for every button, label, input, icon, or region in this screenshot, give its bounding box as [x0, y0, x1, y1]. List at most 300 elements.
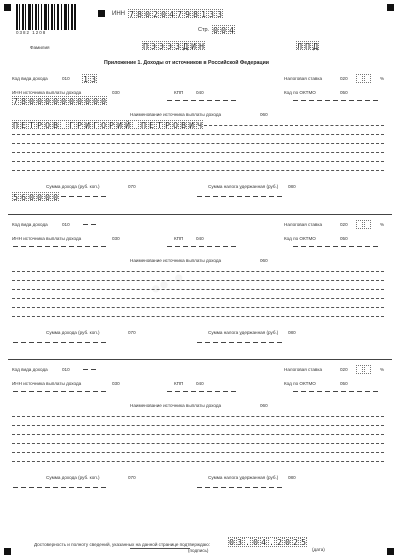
- source-inn-cell[interactable]: [60, 242, 67, 251]
- oktmo-cell[interactable]: [372, 242, 379, 251]
- income-sum-cell[interactable]: [52, 483, 59, 492]
- initial-cell[interactable]: Д: [313, 42, 318, 51]
- withheld-tax-cell[interactable]: [204, 338, 211, 347]
- withheld-tax-cell[interactable]: [212, 192, 219, 201]
- kpp-cell[interactable]: [206, 387, 213, 396]
- withheld-tax-cell[interactable]: [228, 192, 235, 201]
- source-inn-cell[interactable]: [28, 242, 35, 251]
- date-digit-cell[interactable]: 0: [253, 538, 258, 547]
- source-inn-cell[interactable]: 0: [29, 97, 34, 106]
- kpp-cell[interactable]: [166, 96, 173, 105]
- income-code-cell[interactable]: [82, 365, 89, 374]
- kpp-cell[interactable]: [214, 242, 221, 251]
- source-name-letter-cell[interactable]: О: [101, 121, 106, 130]
- surname-letter-cell[interactable]: Д: [183, 42, 188, 51]
- withheld-tax-cells[interactable]: [196, 192, 284, 201]
- withheld-tax-cell[interactable]: [268, 483, 275, 492]
- income-code-label: Код вида дохода: [12, 222, 48, 227]
- kpp-cells[interactable]: [166, 96, 238, 105]
- withheld-tax-cell[interactable]: [228, 338, 235, 347]
- source-name-number: 060: [260, 258, 268, 263]
- source-name-letter-cell[interactable]: Т: [157, 121, 162, 130]
- date-digit-cell[interactable]: 3: [237, 538, 242, 547]
- income-sum-cell[interactable]: [20, 338, 27, 347]
- withheld-tax-cell[interactable]: [260, 192, 267, 201]
- inn-digit-cell[interactable]: 2: [153, 10, 158, 19]
- kpp-cell[interactable]: [214, 387, 221, 396]
- income-sum-cell[interactable]: 0: [45, 193, 50, 202]
- empty-cell-row: [12, 298, 384, 305]
- income-sum-cell[interactable]: 0: [37, 193, 42, 202]
- oktmo-cell[interactable]: [308, 242, 315, 251]
- empty-cell-row: [12, 307, 384, 314]
- oktmo-cell[interactable]: [364, 387, 371, 396]
- withheld-tax-cell[interactable]: [204, 192, 211, 201]
- income-sum-cell[interactable]: [100, 192, 107, 201]
- source-name-letter-cell[interactable]: Р: [37, 121, 42, 130]
- date-digit-cell[interactable]: 2: [293, 538, 298, 547]
- oktmo-cell[interactable]: [356, 242, 363, 251]
- date-field[interactable]: [228, 537, 308, 547]
- oktmo-cells[interactable]: [292, 387, 380, 396]
- income-code-number: 010: [62, 367, 70, 372]
- source-name-letter-cell[interactable]: [132, 120, 139, 129]
- kpp-cell[interactable]: [190, 96, 197, 105]
- empty-cell-row: [12, 434, 384, 441]
- source-inn-label: ИНН источника выплаты дохода: [12, 236, 82, 241]
- source-name-letter-cell[interactable]: О: [173, 121, 178, 130]
- kpp-cells[interactable]: [166, 242, 238, 251]
- income-code-cell[interactable]: [90, 365, 97, 374]
- source-name-label: Наименование источника выплаты дохода: [130, 258, 222, 263]
- percent-sign: %: [380, 222, 385, 227]
- income-sum-cell[interactable]: [20, 483, 27, 492]
- source-inn-cells[interactable]: [12, 387, 108, 396]
- date-digit-cell[interactable]: 4: [261, 538, 266, 547]
- income-sum-cell[interactable]: [84, 192, 91, 201]
- inn-digit-cell[interactable]: 3: [217, 10, 222, 19]
- kpp-cell[interactable]: [182, 387, 189, 396]
- source-inn-cell[interactable]: 0: [69, 97, 74, 106]
- source-name-letter-cell[interactable]: П: [141, 121, 146, 130]
- source-name-letter-cell[interactable]: Р: [109, 121, 114, 130]
- tax-rate-cell[interactable]: [364, 220, 371, 229]
- kpp-number: 040: [196, 236, 204, 241]
- kpp-cell[interactable]: [174, 387, 181, 396]
- oktmo-cell[interactable]: [332, 242, 339, 251]
- oktmo-cells[interactable]: [292, 96, 380, 105]
- source-inn-cell[interactable]: [28, 387, 35, 396]
- income-code-cells[interactable]: [82, 74, 98, 83]
- withheld-tax-cell[interactable]: [244, 483, 251, 492]
- kpp-number: 040: [196, 90, 204, 95]
- income-sum-cell[interactable]: [28, 483, 35, 492]
- source-name-letter-cell[interactable]: [60, 120, 67, 129]
- surname-letter-cell[interactable]: П: [143, 42, 148, 51]
- withheld-tax-cell[interactable]: [252, 192, 259, 201]
- withheld-tax-cell[interactable]: [276, 192, 283, 201]
- income-sum-cells[interactable]: [12, 483, 108, 492]
- oktmo-cell[interactable]: [300, 96, 307, 105]
- source-inn-cell[interactable]: 0: [93, 97, 98, 106]
- income-code-cells[interactable]: [82, 365, 98, 374]
- initial-cell[interactable]: Л: [297, 42, 302, 51]
- income-sum-cells[interactable]: [12, 338, 108, 347]
- tax-rate-cell[interactable]: [364, 365, 371, 374]
- inn-digit-cell[interactable]: 3: [209, 10, 214, 19]
- page-digit-cell[interactable]: 0: [213, 26, 218, 35]
- withheld-tax-cell[interactable]: [260, 483, 267, 492]
- source-inn-cell[interactable]: 7: [13, 97, 18, 106]
- initials-cells: [296, 41, 320, 50]
- corner-mark: [387, 4, 394, 11]
- kpp-number: 040: [196, 381, 204, 386]
- withheld-tax-cell[interactable]: [260, 338, 267, 347]
- income-sum-cell[interactable]: [68, 483, 75, 492]
- income-sum-cell[interactable]: [76, 483, 83, 492]
- oktmo-cell[interactable]: [340, 242, 347, 251]
- source-inn-cell[interactable]: 0: [77, 97, 82, 106]
- inn-digit-cell[interactable]: 8: [193, 10, 198, 19]
- income-sum-cell[interactable]: [92, 483, 99, 492]
- income-sum-cell[interactable]: [76, 192, 83, 201]
- empty-cell-row: [12, 134, 384, 141]
- source-inn-cell[interactable]: [36, 242, 43, 251]
- kpp-cell[interactable]: [230, 242, 237, 251]
- source-name-letter-cell[interactable]: Т: [29, 121, 34, 130]
- oktmo-cell[interactable]: [324, 96, 331, 105]
- kpp-cell[interactable]: [174, 96, 181, 105]
- percent-sign: %: [380, 367, 385, 372]
- source-inn-number: 030: [112, 236, 120, 241]
- withheld-tax-cell[interactable]: [220, 338, 227, 347]
- oktmo-cell[interactable]: [348, 387, 355, 396]
- source-name-letter-cell[interactable]: Й: [125, 121, 130, 130]
- income-sum-cell[interactable]: 0: [53, 193, 58, 202]
- kpp-cell[interactable]: [222, 96, 229, 105]
- withheld-tax-cells[interactable]: [196, 483, 284, 492]
- inn-digit-cell[interactable]: 0: [145, 10, 150, 19]
- date-digit-cell[interactable]: .: [245, 538, 250, 547]
- barcode-icon: [16, 4, 76, 30]
- withheld-tax-number: 080: [288, 330, 296, 335]
- oktmo-cell[interactable]: [372, 96, 379, 105]
- withheld-tax-cell[interactable]: [196, 338, 203, 347]
- source-inn-cell[interactable]: [52, 242, 59, 251]
- surname-letter-cell[interactable]: Э: [167, 42, 172, 51]
- income-sum-cell[interactable]: [44, 483, 51, 492]
- source-name-letter-cell[interactable]: Р: [165, 121, 170, 130]
- oktmo-label: Код по ОКТМО: [284, 90, 316, 95]
- page-digit-cell[interactable]: 4: [229, 26, 234, 35]
- income-sum-cell[interactable]: [68, 192, 75, 201]
- kpp-cell[interactable]: [174, 242, 181, 251]
- date-digit-cell[interactable]: .: [269, 538, 274, 547]
- empty-cell-row: [12, 443, 384, 450]
- oktmo-cells[interactable]: [292, 242, 380, 251]
- source-inn-cell[interactable]: [44, 387, 51, 396]
- date-digit-cell[interactable]: 0: [229, 538, 234, 547]
- source-inn-cell[interactable]: [12, 242, 19, 251]
- oktmo-cell[interactable]: [308, 387, 315, 396]
- kpp-cell[interactable]: [198, 387, 205, 396]
- page-label: Стр.: [198, 27, 210, 33]
- withheld-tax-cell[interactable]: [276, 338, 283, 347]
- tax-rate-number: 020: [340, 76, 348, 81]
- withheld-tax-cell[interactable]: [196, 483, 203, 492]
- section-divider: [8, 359, 392, 360]
- kpp-cell[interactable]: [206, 96, 213, 105]
- inn-digit-cell[interactable]: 8: [137, 10, 142, 19]
- income-sum-cell[interactable]: [92, 338, 99, 347]
- oktmo-cell[interactable]: [364, 96, 371, 105]
- oktmo-cell[interactable]: [292, 242, 299, 251]
- oktmo-cell[interactable]: [348, 96, 355, 105]
- source-inn-cell[interactable]: [20, 242, 27, 251]
- surname-letter-cell[interactable]: З: [175, 42, 180, 51]
- income-sum-cell[interactable]: [60, 483, 67, 492]
- page-digit-cell[interactable]: 0: [221, 26, 226, 35]
- surname-letter-cell[interactable]: И: [191, 42, 196, 51]
- source-inn-cells[interactable]: [12, 96, 108, 105]
- income-sum-cell[interactable]: [28, 338, 35, 347]
- source-name-number: 060: [260, 112, 268, 117]
- page-title: Приложение 1. Доходы от источников в Российской Федерации: [104, 60, 269, 66]
- withheld-tax-cell[interactable]: [212, 483, 219, 492]
- source-name-letter-cell[interactable]: Г: [69, 121, 74, 130]
- source-inn-cells[interactable]: [12, 242, 108, 251]
- income-code-cell[interactable]: [82, 220, 89, 229]
- kpp-cell[interactable]: [198, 96, 205, 105]
- tax-rate-cells[interactable]: [356, 220, 372, 229]
- withheld-tax-cell[interactable]: [244, 192, 251, 201]
- withheld-tax-cell[interactable]: [220, 192, 227, 201]
- income-sum-cell[interactable]: [100, 338, 107, 347]
- oktmo-cell[interactable]: [332, 96, 339, 105]
- withheld-tax-cell[interactable]: [204, 483, 211, 492]
- income-sum-label: Сумма дохода (руб. коп.): [46, 184, 100, 189]
- source-inn-cell[interactable]: 0: [53, 97, 58, 106]
- income-sum-cell[interactable]: [100, 483, 107, 492]
- source-name-letter-cell[interactable]: П: [13, 121, 18, 130]
- surname-letter-cell[interactable]: Н: [199, 42, 204, 51]
- surname-letter-cell[interactable]: Э: [151, 42, 156, 51]
- income-sum-cell[interactable]: [12, 483, 19, 492]
- tax-rate-cell[interactable]: [356, 74, 363, 83]
- source-name-letter-cell[interactable]: Е: [21, 121, 26, 130]
- income-sum-cell[interactable]: [60, 192, 67, 201]
- source-inn-cell[interactable]: [44, 242, 51, 251]
- source-name-letter-cell[interactable]: Р: [77, 121, 82, 130]
- withheld-tax-cell[interactable]: [236, 192, 243, 201]
- date-digit-cell[interactable]: 0: [285, 538, 290, 547]
- oktmo-cell[interactable]: [324, 387, 331, 396]
- income-code-number: 010: [62, 222, 70, 227]
- oktmo-cell[interactable]: [316, 96, 323, 105]
- income-code-cell[interactable]: 1: [83, 75, 88, 84]
- source-name-letter-cell[interactable]: Е: [149, 121, 154, 130]
- inn-digit-cell[interactable]: 0: [161, 10, 166, 19]
- income-sum-cell[interactable]: [44, 338, 51, 347]
- source-inn-cell[interactable]: [100, 242, 107, 251]
- source-inn-cell[interactable]: 0: [45, 97, 50, 106]
- source-inn-cell[interactable]: 0: [85, 97, 90, 106]
- source-inn-cell[interactable]: 0: [101, 97, 106, 106]
- kpp-cell[interactable]: [222, 387, 229, 396]
- withheld-tax-cell[interactable]: [276, 483, 283, 492]
- oktmo-cell[interactable]: [348, 242, 355, 251]
- inn-digit-cell[interactable]: 4: [169, 10, 174, 19]
- withheld-tax-cell[interactable]: [220, 483, 227, 492]
- source-inn-cell[interactable]: [36, 387, 43, 396]
- oktmo-label: Код по ОКТМО: [284, 381, 316, 386]
- source-name-letter-cell[interactable]: И: [85, 121, 90, 130]
- source-name-letter-cell[interactable]: И: [189, 121, 194, 130]
- oktmo-cell[interactable]: [364, 242, 371, 251]
- surname-letter-cell[interactable]: Э: [159, 42, 164, 51]
- oktmo-cell[interactable]: [292, 96, 299, 105]
- initial-cell[interactable]: П: [305, 42, 310, 51]
- withheld-tax-cell[interactable]: [236, 338, 243, 347]
- withheld-tax-cell[interactable]: [244, 338, 251, 347]
- income-sum-cells[interactable]: [12, 192, 108, 201]
- income-sum-cell[interactable]: 5: [13, 193, 18, 202]
- income-sum-label: Сумма дохода (руб. коп.): [46, 475, 100, 480]
- source-inn-cell[interactable]: [92, 242, 99, 251]
- tax-rate-cell[interactable]: [356, 365, 363, 374]
- tax-rate-cells[interactable]: [356, 365, 372, 374]
- source-name-cells[interactable]: [12, 120, 204, 129]
- income-sum-cell[interactable]: [60, 338, 67, 347]
- inn-digit-cell[interactable]: 9: [185, 10, 190, 19]
- oktmo-cell[interactable]: [308, 96, 315, 105]
- source-inn-cell[interactable]: [92, 387, 99, 396]
- withheld-tax-cell[interactable]: [196, 192, 203, 201]
- income-code-cells[interactable]: [82, 220, 98, 229]
- withheld-tax-cell[interactable]: [252, 483, 259, 492]
- source-name-letter-cell[interactable]: Ч: [197, 121, 202, 130]
- kpp-cell[interactable]: [222, 242, 229, 251]
- kpp-cell[interactable]: [166, 387, 173, 396]
- oktmo-cell[interactable]: [300, 387, 307, 396]
- source-inn-cell[interactable]: [84, 242, 91, 251]
- tax-rate-label: Налоговая ставка: [284, 76, 323, 81]
- tax-rate-cell[interactable]: [364, 74, 371, 83]
- kpp-cell[interactable]: [206, 242, 213, 251]
- source-name-letter-cell[interactable]: И: [117, 121, 122, 130]
- source-inn-cell[interactable]: 0: [61, 97, 66, 106]
- barcode-number: 0382 1208: [16, 30, 47, 35]
- income-code-cell[interactable]: 3: [91, 75, 96, 84]
- source-name-letter-cell[interactable]: О: [45, 121, 50, 130]
- oktmo-cell[interactable]: [292, 387, 299, 396]
- inn-digit-cell[interactable]: 1: [201, 10, 206, 19]
- income-sum-cell[interactable]: [68, 338, 75, 347]
- source-inn-cell[interactable]: 8: [21, 97, 26, 106]
- source-inn-cell[interactable]: [60, 387, 67, 396]
- income-code-number: 010: [62, 76, 70, 81]
- income-sum-cell[interactable]: [84, 338, 91, 347]
- kpp-cell[interactable]: [182, 96, 189, 105]
- source-name-letter-cell[interactable]: В: [181, 121, 186, 130]
- empty-cell-row: [12, 316, 384, 323]
- kpp-cells[interactable]: [166, 387, 238, 396]
- income-sum-number: 070: [128, 184, 136, 189]
- source-inn-cell[interactable]: [12, 387, 19, 396]
- oktmo-cell[interactable]: [356, 387, 363, 396]
- income-sum-label: Сумма дохода (руб. коп.): [46, 330, 100, 335]
- income-sum-cell[interactable]: [84, 483, 91, 492]
- kpp-cell[interactable]: [190, 242, 197, 251]
- withheld-tax-cell[interactable]: [268, 338, 275, 347]
- income-sum-cell[interactable]: [52, 338, 59, 347]
- income-sum-cell[interactable]: [12, 338, 19, 347]
- income-sum-cell[interactable]: [36, 483, 43, 492]
- date-digit-cell[interactable]: 5: [301, 538, 306, 547]
- withheld-tax-cell[interactable]: [236, 483, 243, 492]
- kpp-cell[interactable]: [182, 242, 189, 251]
- kpp-cell[interactable]: [230, 387, 237, 396]
- source-inn-cell[interactable]: [76, 387, 83, 396]
- income-sum-cell[interactable]: [76, 338, 83, 347]
- oktmo-cell[interactable]: [332, 387, 339, 396]
- source-inn-cell[interactable]: [68, 242, 75, 251]
- oktmo-cell[interactable]: [300, 242, 307, 251]
- withheld-tax-cell[interactable]: [228, 483, 235, 492]
- oktmo-cell[interactable]: [316, 387, 323, 396]
- income-sum-number: 070: [128, 475, 136, 480]
- signature-line: [130, 548, 190, 549]
- source-inn-cell[interactable]: [100, 387, 107, 396]
- withheld-tax-cell[interactable]: [212, 338, 219, 347]
- kpp-cell[interactable]: [166, 242, 173, 251]
- tax-rate-cell[interactable]: [356, 220, 363, 229]
- source-inn-cell[interactable]: [52, 387, 59, 396]
- kpp-cell[interactable]: [198, 242, 205, 251]
- oktmo-cell[interactable]: [356, 96, 363, 105]
- source-inn-cell[interactable]: [68, 387, 75, 396]
- oktmo-cell[interactable]: [372, 387, 379, 396]
- income-sum-cell[interactable]: 0: [29, 193, 34, 202]
- inn-digit-cell[interactable]: 7: [177, 10, 182, 19]
- income-code-label: Код вида дохода: [12, 367, 48, 372]
- withheld-tax-cell[interactable]: [268, 192, 275, 201]
- income-sum-cell[interactable]: [36, 338, 43, 347]
- date-digit-cell[interactable]: 2: [277, 538, 282, 547]
- inn-digit-cell[interactable]: 7: [129, 10, 134, 19]
- income-sum-cell[interactable]: 6: [21, 193, 26, 202]
- source-name-letter-cell[interactable]: Г: [93, 121, 98, 130]
- source-inn-cell[interactable]: [76, 242, 83, 251]
- withheld-tax-cells[interactable]: [196, 338, 284, 347]
- oktmo-cell[interactable]: [340, 96, 347, 105]
- income-code-cell[interactable]: [90, 220, 97, 229]
- tax-rate-cells[interactable]: [356, 74, 372, 83]
- income-sum-cell[interactable]: [92, 192, 99, 201]
- oktmo-cell[interactable]: [324, 242, 331, 251]
- source-inn-cell[interactable]: 0: [37, 97, 42, 106]
- withheld-tax-label: Сумма налога удержанная (руб.): [208, 184, 279, 189]
- withheld-tax-cell[interactable]: [252, 338, 259, 347]
- source-inn-cell[interactable]: [84, 387, 91, 396]
- oktmo-cell[interactable]: [340, 387, 347, 396]
- kpp-cell[interactable]: [230, 96, 237, 105]
- oktmo-cell[interactable]: [316, 242, 323, 251]
- source-name-letter-cell[interactable]: В: [53, 121, 58, 130]
- kpp-cell[interactable]: [214, 96, 221, 105]
- kpp-cell[interactable]: [190, 387, 197, 396]
- source-inn-cell[interactable]: [20, 387, 27, 396]
